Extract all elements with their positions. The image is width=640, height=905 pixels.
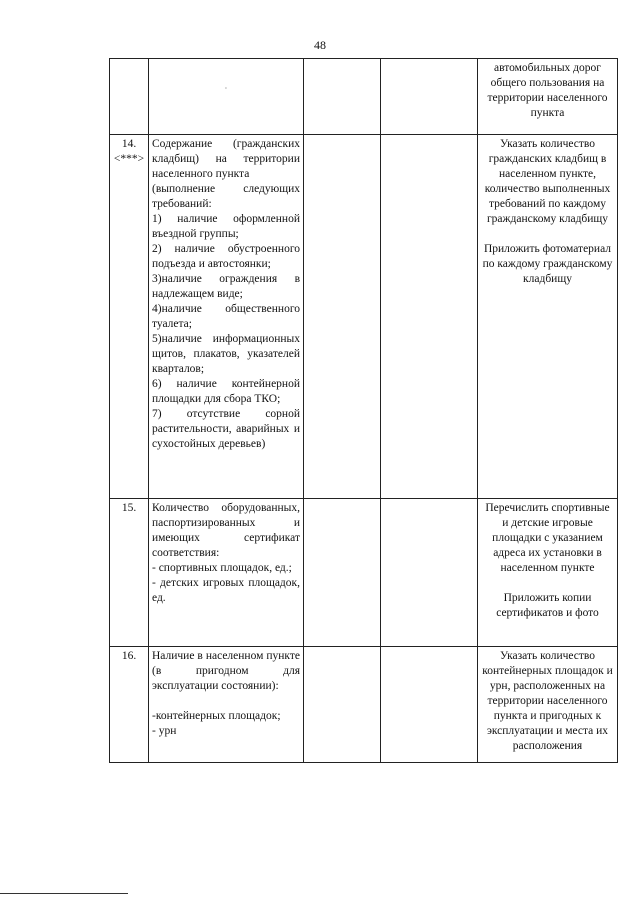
indicator-description — [149, 59, 304, 135]
table-row — [110, 647, 618, 763]
table-body — [110, 59, 618, 763]
table-row — [110, 135, 618, 499]
note-cell — [478, 135, 618, 499]
note-cell — [478, 59, 618, 135]
value-cell-b — [381, 647, 478, 763]
table-row — [110, 59, 618, 135]
row-number — [110, 59, 149, 135]
description-line: 2) наличие обустроенного подъезда и автостоянки; — [152, 243, 300, 270]
indicator-description — [149, 499, 304, 647]
note-line: Указать количество гражданских кладбищ в населенном пункте, количество выполненных требований по каждому гражданскому кладбищу — [484, 138, 611, 225]
value-cell-b — [381, 135, 478, 499]
page-number: 48 — [314, 38, 326, 52]
description-line: (выполнение следующих требований: — [152, 183, 300, 210]
description-line: 1) наличие оформленной въездной группы; — [152, 213, 300, 240]
note-line: Указать количество контейнерных площадок и урн, расположенных на территории населенного пункта и пригодных к эксплуатации и места их расположения — [482, 650, 613, 752]
description-line — [152, 694, 300, 709]
value-cell-b — [381, 499, 478, 647]
row-number: 16. — [110, 647, 149, 763]
requirements-table — [109, 58, 618, 763]
value-cell-a — [304, 59, 381, 135]
table-row — [110, 499, 618, 647]
value-cell-a — [304, 135, 381, 499]
note-line: Перечислить спортивные и детские игровые площадки с указанием адреса их установки в населенном пункте — [485, 502, 610, 574]
description-line: Содержание (гражданских кладбищ) на территории населенного пункта — [152, 138, 300, 180]
note-line — [481, 227, 614, 242]
note-cell — [478, 499, 618, 647]
note-cell — [478, 647, 618, 763]
description-line: - урн — [152, 725, 177, 737]
indicator-description — [149, 135, 304, 499]
row-number: 14. <***> — [110, 135, 149, 499]
description-line: Наличие в населенном пункте (в пригодном для эксплуатации состоянии): — [152, 650, 300, 692]
description-line: - спортивных площадок, ед.; — [152, 562, 292, 574]
description-line: -контейнерных площадок; — [152, 710, 281, 722]
description-line: - детских игровых площадок, ед. — [152, 577, 300, 604]
description-line: 3)наличие ограждения в надлежащем виде; — [152, 273, 300, 300]
description-line: 7) отсутствие сорной растительности, аварийных и сухостойных деревьев) — [152, 408, 300, 450]
footnote-separator — [0, 893, 128, 894]
value-cell-a — [304, 647, 381, 763]
description-line: 6) наличие контейнерной площадки для сбора ТКО; — [152, 378, 300, 405]
description-line: Количество оборудованных, паспортизированных и имеющих сертификат соответствия: — [152, 502, 300, 559]
note-line — [481, 576, 614, 591]
note-line: Приложить копии сертификатов и фото — [496, 592, 599, 619]
row-number: 15. — [110, 499, 149, 647]
indicator-description — [149, 647, 304, 763]
note-line: автомобильных дорог общего пользования на территории населенного пункта — [487, 62, 608, 119]
description-line: 4)наличие общественного туалета; — [152, 303, 300, 330]
note-line: Приложить фотоматериал по каждому гражданскому кладбищу — [482, 243, 613, 285]
value-cell-a — [304, 499, 381, 647]
description-line: 5)наличие информационных щитов, плакатов, указателей кварталов; — [152, 333, 300, 375]
stray-mark: · — [224, 84, 228, 93]
value-cell-b — [381, 59, 478, 135]
